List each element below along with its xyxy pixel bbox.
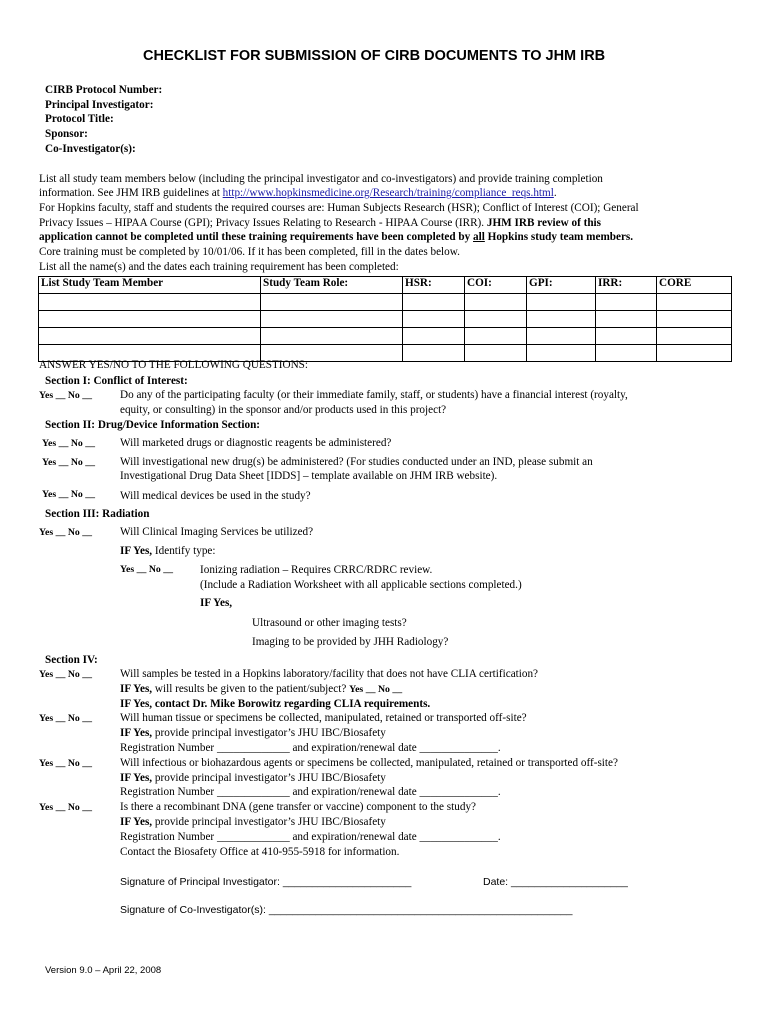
s4-q1-if-yes-bold: IF Yes, — [120, 683, 153, 695]
s4-q2-if-yes — [120, 727, 386, 740]
s4-q4-if-yes-text: provide principal investigator’s JHU IBC/Biosafety — [152, 816, 386, 828]
table-row — [39, 294, 732, 311]
table-cell[interactable] — [657, 294, 732, 311]
s3-ionizing-line-1: Ionizing radiation – Requires CRRC/RDRC review. — [200, 564, 433, 576]
table-cell[interactable] — [657, 311, 732, 328]
s2-q2-line-2: Investigational Drug Data Sheet [IDDS] – template available on JHM IRB website). — [120, 470, 498, 482]
yes-no-s4-q1-results[interactable]: Yes __ No __ — [349, 684, 403, 695]
table-cell[interactable] — [261, 294, 403, 311]
intro-line-4-text: Privacy Issues – HIPAA Course (GPI); Privacy Issues Relating to Research - HIPAA Course (IRR). — [39, 217, 487, 229]
table-cell[interactable] — [39, 328, 261, 345]
intro-line-2-end: . — [553, 187, 557, 199]
intro-line-2-text: information. See JHM IRB guidelines at — [39, 187, 223, 199]
s4-contact-biosafety: Contact the Biosafety Office at 410-955-5918 for information. — [120, 846, 400, 858]
yes-no-s2-q3[interactable]: Yes __ No __ — [42, 489, 96, 500]
co-investigator-signature-line[interactable]: Signature of Co-Investigator(s): ____________________________________________________ — [120, 904, 573, 916]
version-footer: Version 9.0 – April 22, 2008 — [45, 965, 162, 976]
col-core: CORE — [657, 277, 732, 294]
section-3-heading: Section III: Radiation — [45, 508, 150, 520]
section-1-heading: Section I: Conflict of Interest: — [45, 375, 188, 387]
s4-q2: Will human tissue or specimens be collected, manipulated, retained or transported off-site? — [120, 712, 527, 724]
principal-investigator-label: Principal Investigator: — [45, 99, 154, 111]
sponsor-label: Sponsor: — [45, 128, 88, 140]
protocol-title-label: Protocol Title: — [45, 113, 114, 125]
table-cell[interactable] — [403, 328, 465, 345]
section-4-heading: Section IV: — [45, 654, 98, 666]
s3-jhh-radiology: Imaging to be provided by JHH Radiology? — [252, 636, 449, 648]
protocol-number-label: CIRB Protocol Number: — [45, 84, 163, 96]
s3-ultrasound: Ultrasound or other imaging tests? — [252, 617, 407, 629]
s4-q3-if-yes — [120, 772, 386, 785]
s4-q4: Is there a recombinant DNA (gene transfer or vaccine) component to the study? — [120, 801, 476, 813]
yes-no-s2-q2[interactable]: Yes __ No __ — [42, 457, 96, 468]
s4-q4-if-yes-bold: IF Yes, — [120, 816, 153, 828]
s4-q3-registration[interactable]: Registration Number _____________ and expiration/renewal date ______________. — [120, 786, 501, 798]
table-cell[interactable] — [39, 311, 261, 328]
s3-if-yes-text: Identify type: — [152, 545, 216, 557]
table-row — [39, 328, 732, 345]
table-cell[interactable] — [261, 328, 403, 345]
yes-no-s2-q1[interactable]: Yes __ No __ — [42, 438, 96, 449]
col-hsr: HSR: — [403, 277, 465, 294]
intro-line-5-end: Hopkins study team members. — [484, 231, 634, 243]
col-coi: COI: — [465, 277, 527, 294]
s3-q1: Will Clinical Imaging Services be utilized? — [120, 526, 314, 538]
col-team-role: Study Team Role: — [261, 277, 403, 294]
intro-line-5 — [39, 231, 633, 244]
s4-q2-registration[interactable]: Registration Number _____________ and expiration/renewal date ______________. — [120, 742, 501, 754]
yes-no-s4-q2[interactable]: Yes __ No __ — [39, 713, 93, 724]
col-irr: IRR: — [596, 277, 657, 294]
table-cell[interactable] — [403, 294, 465, 311]
table-cell[interactable] — [39, 294, 261, 311]
s1-q1-line-2: equity, or consulting) in the sponsor and/or products used in this project? — [120, 404, 447, 416]
table-cell[interactable] — [657, 328, 732, 345]
table-cell[interactable] — [403, 345, 465, 362]
table-header-row — [39, 277, 732, 294]
yes-no-s4-q3[interactable]: Yes __ No __ — [39, 758, 93, 769]
col-team-member: List Study Team Member — [39, 277, 261, 294]
s4-q1-contact: IF Yes, contact Dr. Mike Borowitz regarding CLIA requirements. — [120, 698, 431, 710]
intro-line-5-all: all — [473, 231, 485, 243]
s3-ionizing-line-2: (Include a Radiation Worksheet with all applicable sections completed.) — [200, 579, 522, 591]
table-cell[interactable] — [596, 294, 657, 311]
intro-line-4-bold: JHM IRB review of this — [486, 217, 602, 229]
s4-q1-if-yes-text: will results be given to the patient/subject? — [152, 683, 350, 695]
intro-line-4 — [39, 217, 601, 230]
table-cell[interactable] — [465, 294, 527, 311]
co-investigators-label: Co-Investigator(s): — [45, 143, 136, 155]
intro-line-7: List all the name(s) and the dates each training requirement has been completed: — [39, 261, 399, 273]
table-cell[interactable] — [261, 311, 403, 328]
table-cell[interactable] — [465, 311, 527, 328]
s2-q1: Will marketed drugs or diagnostic reagents be administered? — [120, 437, 392, 449]
answer-heading: ANSWER YES/NO TO THE FOLLOWING QUESTIONS: — [39, 359, 309, 371]
page-title: CHECKLIST FOR SUBMISSION OF CIRB DOCUMENTS TO JHM IRB — [143, 48, 606, 64]
col-gpi: GPI: — [527, 277, 596, 294]
intro-line-6: Core training must be completed by 10/01/06. If it has been completed, fill in the dates below. — [39, 246, 460, 258]
table-cell[interactable] — [596, 345, 657, 362]
s4-q3: Will infectious or biohazardous agents or specimens be collected, manipulated, retained or transported off-site? — [120, 757, 618, 769]
yes-no-s4-q1[interactable]: Yes __ No __ — [39, 669, 93, 680]
s4-q1: Will samples be tested in a Hopkins laboratory/facility that does not have CLIA certification? — [120, 668, 539, 680]
table-cell[interactable] — [403, 311, 465, 328]
intro-line-1: List all study team members below (including the principal investigator and co-investigators) and provide training completion — [39, 173, 603, 185]
training-guidelines-link[interactable]: http://www.hopkinsmedicine.org/Research/training/compliance_reqs.html — [222, 187, 554, 199]
s3-if-yes-2: IF Yes, — [200, 597, 233, 609]
yes-no-s1-q1[interactable]: Yes __ No __ — [39, 390, 93, 401]
table-cell[interactable] — [596, 328, 657, 345]
yes-no-s3-ionizing[interactable]: Yes __ No __ — [120, 564, 174, 575]
table-cell[interactable] — [596, 311, 657, 328]
table-cell[interactable] — [527, 294, 596, 311]
table-row — [39, 311, 732, 328]
s4-q3-if-yes-text: provide principal investigator’s JHU IBC/Biosafety — [152, 772, 386, 784]
yes-no-s4-q4[interactable]: Yes __ No __ — [39, 802, 93, 813]
intro-line-3: For Hopkins faculty, staff and students the required courses are: Human Subjects Research (HSR); Conflict of Interest (COI); General — [39, 202, 639, 214]
s3-if-yes — [120, 545, 216, 558]
table-cell[interactable] — [465, 345, 527, 362]
table-cell[interactable] — [465, 328, 527, 345]
s4-q4-if-yes — [120, 816, 386, 829]
table-cell[interactable] — [527, 328, 596, 345]
table-cell[interactable] — [527, 345, 596, 362]
s4-q4-registration[interactable]: Registration Number _____________ and expiration/renewal date ______________. — [120, 831, 501, 843]
s2-q2-line-1: Will investigational new drug(s) be administered? (For studies conducted under an IND, please submit an — [120, 456, 593, 468]
s4-q2-if-yes-text: provide principal investigator’s JHU IBC/Biosafety — [152, 727, 386, 739]
pi-signature-line[interactable]: Signature of Principal Investigator: ______________________ — [120, 876, 412, 888]
yes-no-s3-q1[interactable]: Yes __ No __ — [39, 527, 93, 538]
s4-q2-if-yes-bold: IF Yes, — [120, 727, 153, 739]
table-cell[interactable] — [527, 311, 596, 328]
section-2-heading: Section II: Drug/Device Information Section: — [45, 419, 261, 431]
s2-q3: Will medical devices be used in the study? — [120, 490, 311, 502]
s4-q1-if-yes — [120, 683, 402, 696]
intro-line-5-text: application cannot be completed until these training requirements have been completed by — [39, 231, 474, 243]
table-cell[interactable] — [657, 345, 732, 362]
intro-line-2 — [39, 187, 557, 200]
s1-q1-line-1: Do any of the participating faculty (or their immediate family, staff, or students) have a financial interest (royalty, — [120, 389, 628, 401]
date-line[interactable]: Date: ____________________ — [483, 876, 628, 888]
study-team-table — [38, 276, 732, 362]
s4-q3-if-yes-bold: IF Yes, — [120, 772, 153, 784]
s3-if-yes-bold: IF Yes, — [120, 545, 153, 557]
